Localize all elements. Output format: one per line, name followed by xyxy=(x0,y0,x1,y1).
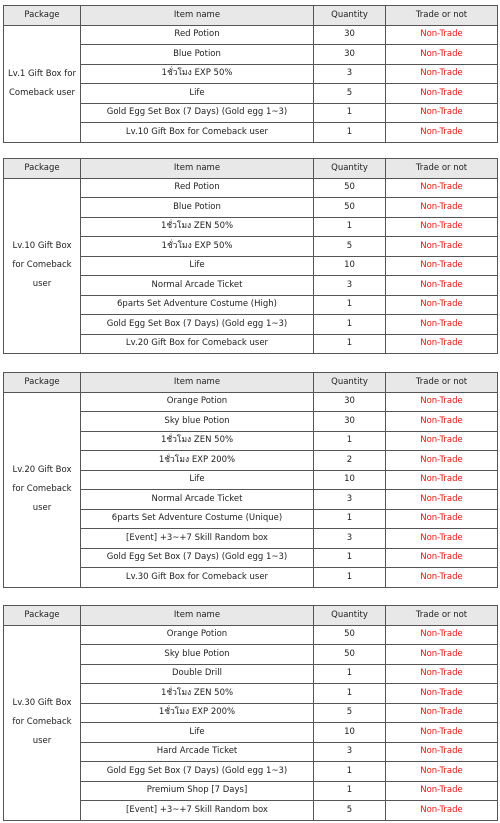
trade-status-cell: Non-Trade xyxy=(386,178,498,198)
trade-status-cell: Non-Trade xyxy=(386,684,498,704)
quantity-cell: 30 xyxy=(314,45,386,65)
quantity-cell: 3 xyxy=(314,742,386,762)
item-name-cell: [Event] +3~+7 Skill Random box xyxy=(81,801,314,821)
header-quantity: Quantity xyxy=(314,606,386,626)
item-name-cell: Sky blue Potion xyxy=(81,645,314,665)
trade-status-cell: Non-Trade xyxy=(386,529,498,549)
trade-status-cell: Non-Trade xyxy=(386,123,498,143)
table-row xyxy=(4,25,498,45)
trade-status-cell: Non-Trade xyxy=(386,45,498,65)
quantity-cell: 2 xyxy=(314,451,386,471)
trade-status-cell: Non-Trade xyxy=(386,198,498,218)
item-name-cell: Gold Egg Set Box (7 Days) (Gold egg 1~3) xyxy=(81,548,314,568)
trade-status-cell: Non-Trade xyxy=(386,509,498,529)
quantity-cell: 50 xyxy=(314,625,386,645)
quantity-cell: 1 xyxy=(314,509,386,529)
package-name: Lv.30 Gift Box for Comeback user xyxy=(4,625,81,820)
header-trade: Trade or not xyxy=(386,606,498,626)
quantity-cell: 5 xyxy=(314,801,386,821)
quantity-cell: 1 xyxy=(314,123,386,143)
quantity-cell: 1 xyxy=(314,684,386,704)
item-name-cell: Lv.30 Gift Box for Comeback user xyxy=(81,568,314,588)
quantity-cell: 1 xyxy=(314,334,386,354)
header-package: Package xyxy=(4,373,81,393)
item-name-cell: Life xyxy=(81,470,314,490)
trade-status-cell: Non-Trade xyxy=(386,664,498,684)
quantity-cell: 3 xyxy=(314,490,386,510)
package-name: Lv.10 Gift Box for Comeback user xyxy=(4,178,81,354)
table-row xyxy=(4,178,498,198)
item-name-cell: Lv.10 Gift Box for Comeback user xyxy=(81,123,314,143)
header-package: Package xyxy=(4,606,81,626)
trade-status-cell: Non-Trade xyxy=(386,568,498,588)
header-item-name: Item name xyxy=(81,6,314,26)
item-name-cell: Double Drill xyxy=(81,664,314,684)
trade-status-cell: Non-Trade xyxy=(386,237,498,257)
trade-status-cell: Non-Trade xyxy=(386,490,498,510)
table-row xyxy=(4,625,498,645)
quantity-cell: 1 xyxy=(314,431,386,451)
quantity-cell: 3 xyxy=(314,276,386,296)
trade-status-cell: Non-Trade xyxy=(386,276,498,296)
item-name-cell: Normal Arcade Ticket xyxy=(81,276,314,296)
package-table xyxy=(3,372,498,588)
trade-status-cell: Non-Trade xyxy=(386,762,498,782)
trade-status-cell: Non-Trade xyxy=(386,64,498,84)
quantity-cell: 30 xyxy=(314,412,386,432)
item-name-cell: 1ชั่วโมง EXP 50% xyxy=(81,64,314,84)
table-header-row xyxy=(4,159,498,179)
trade-status-cell: Non-Trade xyxy=(386,84,498,104)
quantity-cell: 1 xyxy=(314,568,386,588)
item-name-cell: Sky blue Potion xyxy=(81,412,314,432)
trade-status-cell: Non-Trade xyxy=(386,412,498,432)
quantity-cell: 5 xyxy=(314,237,386,257)
quantity-cell: 1 xyxy=(314,762,386,782)
item-name-cell: Orange Potion xyxy=(81,392,314,412)
trade-status-cell: Non-Trade xyxy=(386,217,498,237)
package-table xyxy=(3,158,498,354)
header-quantity: Quantity xyxy=(314,373,386,393)
quantity-cell: 1 xyxy=(314,781,386,801)
package-name: Lv.20 Gift Box for Comeback user xyxy=(4,392,81,587)
quantity-cell: 1 xyxy=(314,217,386,237)
table-header-row xyxy=(4,606,498,626)
item-name-cell: Life xyxy=(81,723,314,743)
item-name-cell: 1ชั่วโมง ZEN 50% xyxy=(81,431,314,451)
item-name-cell: 6parts Set Adventure Costume (Unique) xyxy=(81,509,314,529)
header-item-name: Item name xyxy=(81,159,314,179)
item-name-cell: 1ชั่วโมง ZEN 50% xyxy=(81,684,314,704)
header-trade: Trade or not xyxy=(386,373,498,393)
item-name-cell: Hard Arcade Ticket xyxy=(81,742,314,762)
trade-status-cell: Non-Trade xyxy=(386,334,498,354)
trade-status-cell: Non-Trade xyxy=(386,451,498,471)
table-header-row xyxy=(4,6,498,26)
item-name-cell: Life xyxy=(81,256,314,276)
trade-status-cell: Non-Trade xyxy=(386,315,498,335)
quantity-cell: 3 xyxy=(314,64,386,84)
item-name-cell: 1ชั่วโมง EXP 50% xyxy=(81,237,314,257)
trade-status-cell: Non-Trade xyxy=(386,703,498,723)
trade-status-cell: Non-Trade xyxy=(386,801,498,821)
item-name-cell: Blue Potion xyxy=(81,45,314,65)
header-quantity: Quantity xyxy=(314,159,386,179)
item-name-cell: 1ชั่วโมง EXP 200% xyxy=(81,451,314,471)
trade-status-cell: Non-Trade xyxy=(386,470,498,490)
item-name-cell: 6parts Set Adventure Costume (High) xyxy=(81,295,314,315)
quantity-cell: 50 xyxy=(314,645,386,665)
trade-status-cell: Non-Trade xyxy=(386,295,498,315)
trade-status-cell: Non-Trade xyxy=(386,742,498,762)
item-name-cell: Gold Egg Set Box (7 Days) (Gold egg 1~3) xyxy=(81,103,314,123)
trade-status-cell: Non-Trade xyxy=(386,723,498,743)
header-item-name: Item name xyxy=(81,373,314,393)
quantity-cell: 1 xyxy=(314,295,386,315)
item-name-cell: Premium Shop [7 Days] xyxy=(81,781,314,801)
item-name-cell: Normal Arcade Ticket xyxy=(81,490,314,510)
quantity-cell: 50 xyxy=(314,178,386,198)
package-table xyxy=(3,605,498,821)
item-name-cell: 1ชั่วโมง EXP 200% xyxy=(81,703,314,723)
header-item-name: Item name xyxy=(81,606,314,626)
header-quantity: Quantity xyxy=(314,6,386,26)
table-row xyxy=(4,392,498,412)
header-package: Package xyxy=(4,159,81,179)
quantity-cell: 5 xyxy=(314,84,386,104)
trade-status-cell: Non-Trade xyxy=(386,392,498,412)
header-package: Package xyxy=(4,6,81,26)
quantity-cell: 3 xyxy=(314,529,386,549)
trade-status-cell: Non-Trade xyxy=(386,781,498,801)
header-trade: Trade or not xyxy=(386,6,498,26)
trade-status-cell: Non-Trade xyxy=(386,645,498,665)
quantity-cell: 10 xyxy=(314,723,386,743)
quantity-cell: 5 xyxy=(314,703,386,723)
item-name-cell: Red Potion xyxy=(81,25,314,45)
quantity-cell: 1 xyxy=(314,103,386,123)
quantity-cell: 1 xyxy=(314,548,386,568)
item-name-cell: Lv.20 Gift Box for Comeback user xyxy=(81,334,314,354)
quantity-cell: 30 xyxy=(314,392,386,412)
trade-status-cell: Non-Trade xyxy=(386,256,498,276)
item-name-cell: Life xyxy=(81,84,314,104)
trade-status-cell: Non-Trade xyxy=(386,103,498,123)
quantity-cell: 50 xyxy=(314,198,386,218)
quantity-cell: 1 xyxy=(314,315,386,335)
trade-status-cell: Non-Trade xyxy=(386,548,498,568)
trade-status-cell: Non-Trade xyxy=(386,431,498,451)
item-name-cell: Gold Egg Set Box (7 Days) (Gold egg 1~3) xyxy=(81,315,314,335)
item-name-cell: [Event] +3~+7 Skill Random box xyxy=(81,529,314,549)
item-name-cell: Blue Potion xyxy=(81,198,314,218)
item-name-cell: Gold Egg Set Box (7 Days) (Gold egg 1~3) xyxy=(81,762,314,782)
trade-status-cell: Non-Trade xyxy=(386,625,498,645)
item-name-cell: Orange Potion xyxy=(81,625,314,645)
quantity-cell: 10 xyxy=(314,470,386,490)
trade-status-cell: Non-Trade xyxy=(386,25,498,45)
item-name-cell: 1ชั่วโมง ZEN 50% xyxy=(81,217,314,237)
quantity-cell: 1 xyxy=(314,664,386,684)
header-trade: Trade or not xyxy=(386,159,498,179)
quantity-cell: 30 xyxy=(314,25,386,45)
item-name-cell: Red Potion xyxy=(81,178,314,198)
quantity-cell: 10 xyxy=(314,256,386,276)
package-name: Lv.1 Gift Box for Comeback user xyxy=(4,25,81,142)
package-table xyxy=(3,5,498,143)
table-header-row xyxy=(4,373,498,393)
